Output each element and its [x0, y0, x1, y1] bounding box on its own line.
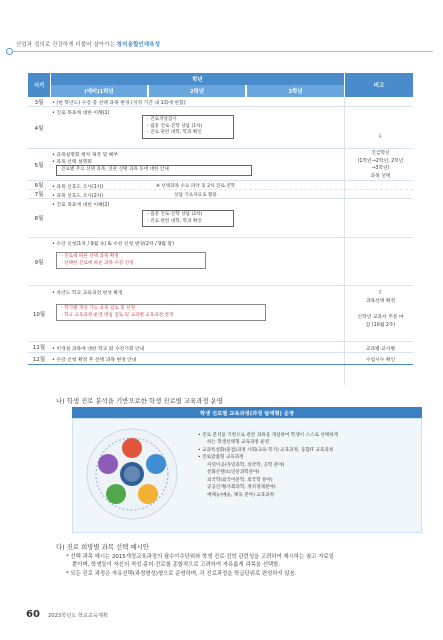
page-header [16, 40, 160, 48]
note-text: ※ 선택과목 수요 파악 및 2차 진로·진학 [156, 183, 236, 189]
page-number: 60 [26, 609, 40, 620]
box-line: - 집중 진로·진학 상담 (2차) [147, 212, 203, 217]
bullet-continuation: 하는 학생선택형 교육과정 운영 [207, 440, 270, 446]
month-label: 6월 [34, 183, 44, 189]
section-title: 다) 진로 희망별 과목 선택 예시안 [56, 543, 149, 551]
info-box [142, 115, 234, 139]
list-item: • 수강 신청(1차 / 9월 초) & 수강 신청 변경(2차 / 9월 말) [52, 240, 174, 247]
box-line: - 진로적성검사 [147, 117, 177, 122]
remark-line: 감 (10월 2주) [365, 322, 396, 328]
table-row [28, 286, 413, 342]
month-label: 9월 [34, 259, 44, 266]
list-item: • 과목 선호도 조사(1차) [52, 183, 103, 190]
remark-line: →3학년) [371, 166, 390, 172]
header-highlight: 창의융합인재육성 [116, 42, 160, 48]
remark-cell [348, 133, 413, 193]
box-line: - 집중 진로·진학 상담 (1차) [147, 123, 203, 129]
header-month: 시기 [28, 73, 50, 97]
remark-cell [348, 286, 413, 341]
header-divider [10, 51, 433, 52]
month-label: 8월 [34, 216, 44, 222]
arrow-up-icon: ⇧ [377, 289, 384, 296]
sub-item: 문화콘텐츠(인문과학분야) [207, 470, 260, 476]
list-item: • 차년도 학교 교육과정 편성 확정 [52, 289, 123, 296]
list-item: • 과목 선택 설명회 [52, 158, 92, 165]
sub-item: 외국학(외국어문학, 외국학 분야) [207, 477, 273, 483]
box-line: - 학교 교육과정 운영 방침 검토 및 교과별 교육과정 결정 [61, 312, 174, 318]
footer-text: 2023학년도 학교교육계획 [48, 613, 108, 619]
list-item: • 진로 목표에 대한 이해(1) [52, 109, 109, 116]
month-label: 4월 [34, 125, 44, 132]
box-line: - 진로 관련 대학, 학과 확인 [147, 130, 202, 136]
paragraph [66, 553, 426, 578]
section-banner: 학생 진로별 교육과정(과정 탐색형) 운영 [72, 407, 422, 418]
month-label: 3월 [34, 99, 44, 106]
list-item: • 과목설명회 책자 제작 및 배부 [52, 151, 118, 158]
paragraph-line: * 선택 과목 예시는 2015개정교육과정의 필수이수단위와 학생 진로·진학 관련성을 고려하여 제시하는 참고 자료일 [66, 554, 334, 560]
info-box [142, 210, 234, 227]
table-row [28, 97, 413, 107]
header-grade-1: (예비)1학년 [51, 85, 148, 97]
box-line: - 학기별 개설 가능 과목 검토 및 선정 [61, 306, 136, 311]
list-item: • (현 학년도) 수강 중 선택 과목 변경 (지정 기간 내 1회에 한함) [52, 99, 186, 106]
list-item: • 진로 목표에 대한 이해(2) [52, 201, 109, 208]
table-header [28, 73, 413, 97]
box-line: - 선택한 진로에 따른 과목 수강 신청 [61, 260, 134, 266]
sub-item: 자연이공(자연과학, 의약학, 공학 분야) [207, 462, 285, 468]
month-label: 7월 [34, 192, 44, 198]
schedule-table [28, 73, 413, 385]
table-row [28, 238, 413, 286]
list-item: • 미개설 과목에 대한 학교 밖 수강기회 안내 [52, 345, 144, 352]
bullet-item: • 진로맞춤형 교육과정 [198, 454, 418, 461]
bullet-item: • 진로 분석을 기반으로 관련 과목을 개설하여 학생이 스스로 선택하게 [198, 432, 418, 439]
table-row [28, 199, 413, 238]
box-line: 진로별 주요 선택 과목, 연관 선택 과목 등에 대한 안내 [61, 167, 169, 172]
header-remark: 비고 [345, 73, 413, 97]
remark-line: 진급학년 [371, 151, 390, 156]
list-item: • 수강 신청 확정 후 선택 과목 변경 안내 [52, 356, 137, 363]
remark-line: 교과별·교사별 [365, 346, 396, 352]
remark-line: 과목선택 확정 [365, 298, 396, 304]
month-label: 10월 [32, 311, 46, 318]
paragraph-line: 뿐이며, 학생들이 자신의 적성·흥미·진로를 종합적으로 고려하여 자유롭게 과목을 선택함. [72, 562, 281, 569]
remark-line: (1학년→2학년, 2학년 [357, 158, 404, 164]
career-track-diagram-icon [86, 428, 178, 520]
month-label: 11월 [32, 345, 46, 351]
list-item: • 과목 선호도 조사(2차) [52, 192, 103, 199]
table-row [28, 342, 413, 353]
remark-line: 수업시수 확인 [365, 358, 396, 363]
remark-line: 과목 선택 [370, 174, 391, 180]
info-box [56, 165, 252, 176]
box-line: - 진로에 따른 선택 과목 확정 [61, 254, 119, 259]
note-text: 상담 기초자료로 활용 [174, 192, 217, 198]
info-box [56, 304, 266, 321]
paragraph-line: * 모든 진로 과정은 자유선택(과정형성)형으로 운영하며, 각 진로과정을 학급단위로 편성하지 않음. [66, 570, 297, 577]
header-bullet-icon [6, 48, 13, 55]
sub-item: 공공인재(사회과학, 정치경제분야) [207, 485, 276, 491]
section-title: 나) 학생 진로 분석을 기반으로한 학생 진로별 교육과정 운영 [56, 397, 223, 405]
month-label: 12월 [32, 356, 46, 363]
info-box [56, 252, 206, 269]
month-label: 5월 [34, 162, 44, 169]
section-bullets [198, 432, 418, 499]
header-grade: 학년 [51, 73, 344, 85]
sub-item: 예체능(예술, 체육 분야) 교육과정 [207, 492, 275, 498]
arrow-down-icon: ⇩ [377, 133, 384, 140]
box-line: - 진로 관련 대학, 학과 확인 [147, 218, 202, 224]
remark-line: 신학년 교과서 주문 마 [357, 315, 404, 321]
header-grade-2: 2학년 [149, 85, 246, 97]
header-prefix: 산업과 정의로 건강하게 더불어 살아가는 [16, 42, 115, 48]
header-grade-3: 3학년 [247, 85, 344, 97]
bullet-item: • 교과특성화(중점)과정 사회(교육·복지) 교육과정, 융합IT 교육과정 [198, 447, 418, 454]
table-row [28, 353, 413, 365]
